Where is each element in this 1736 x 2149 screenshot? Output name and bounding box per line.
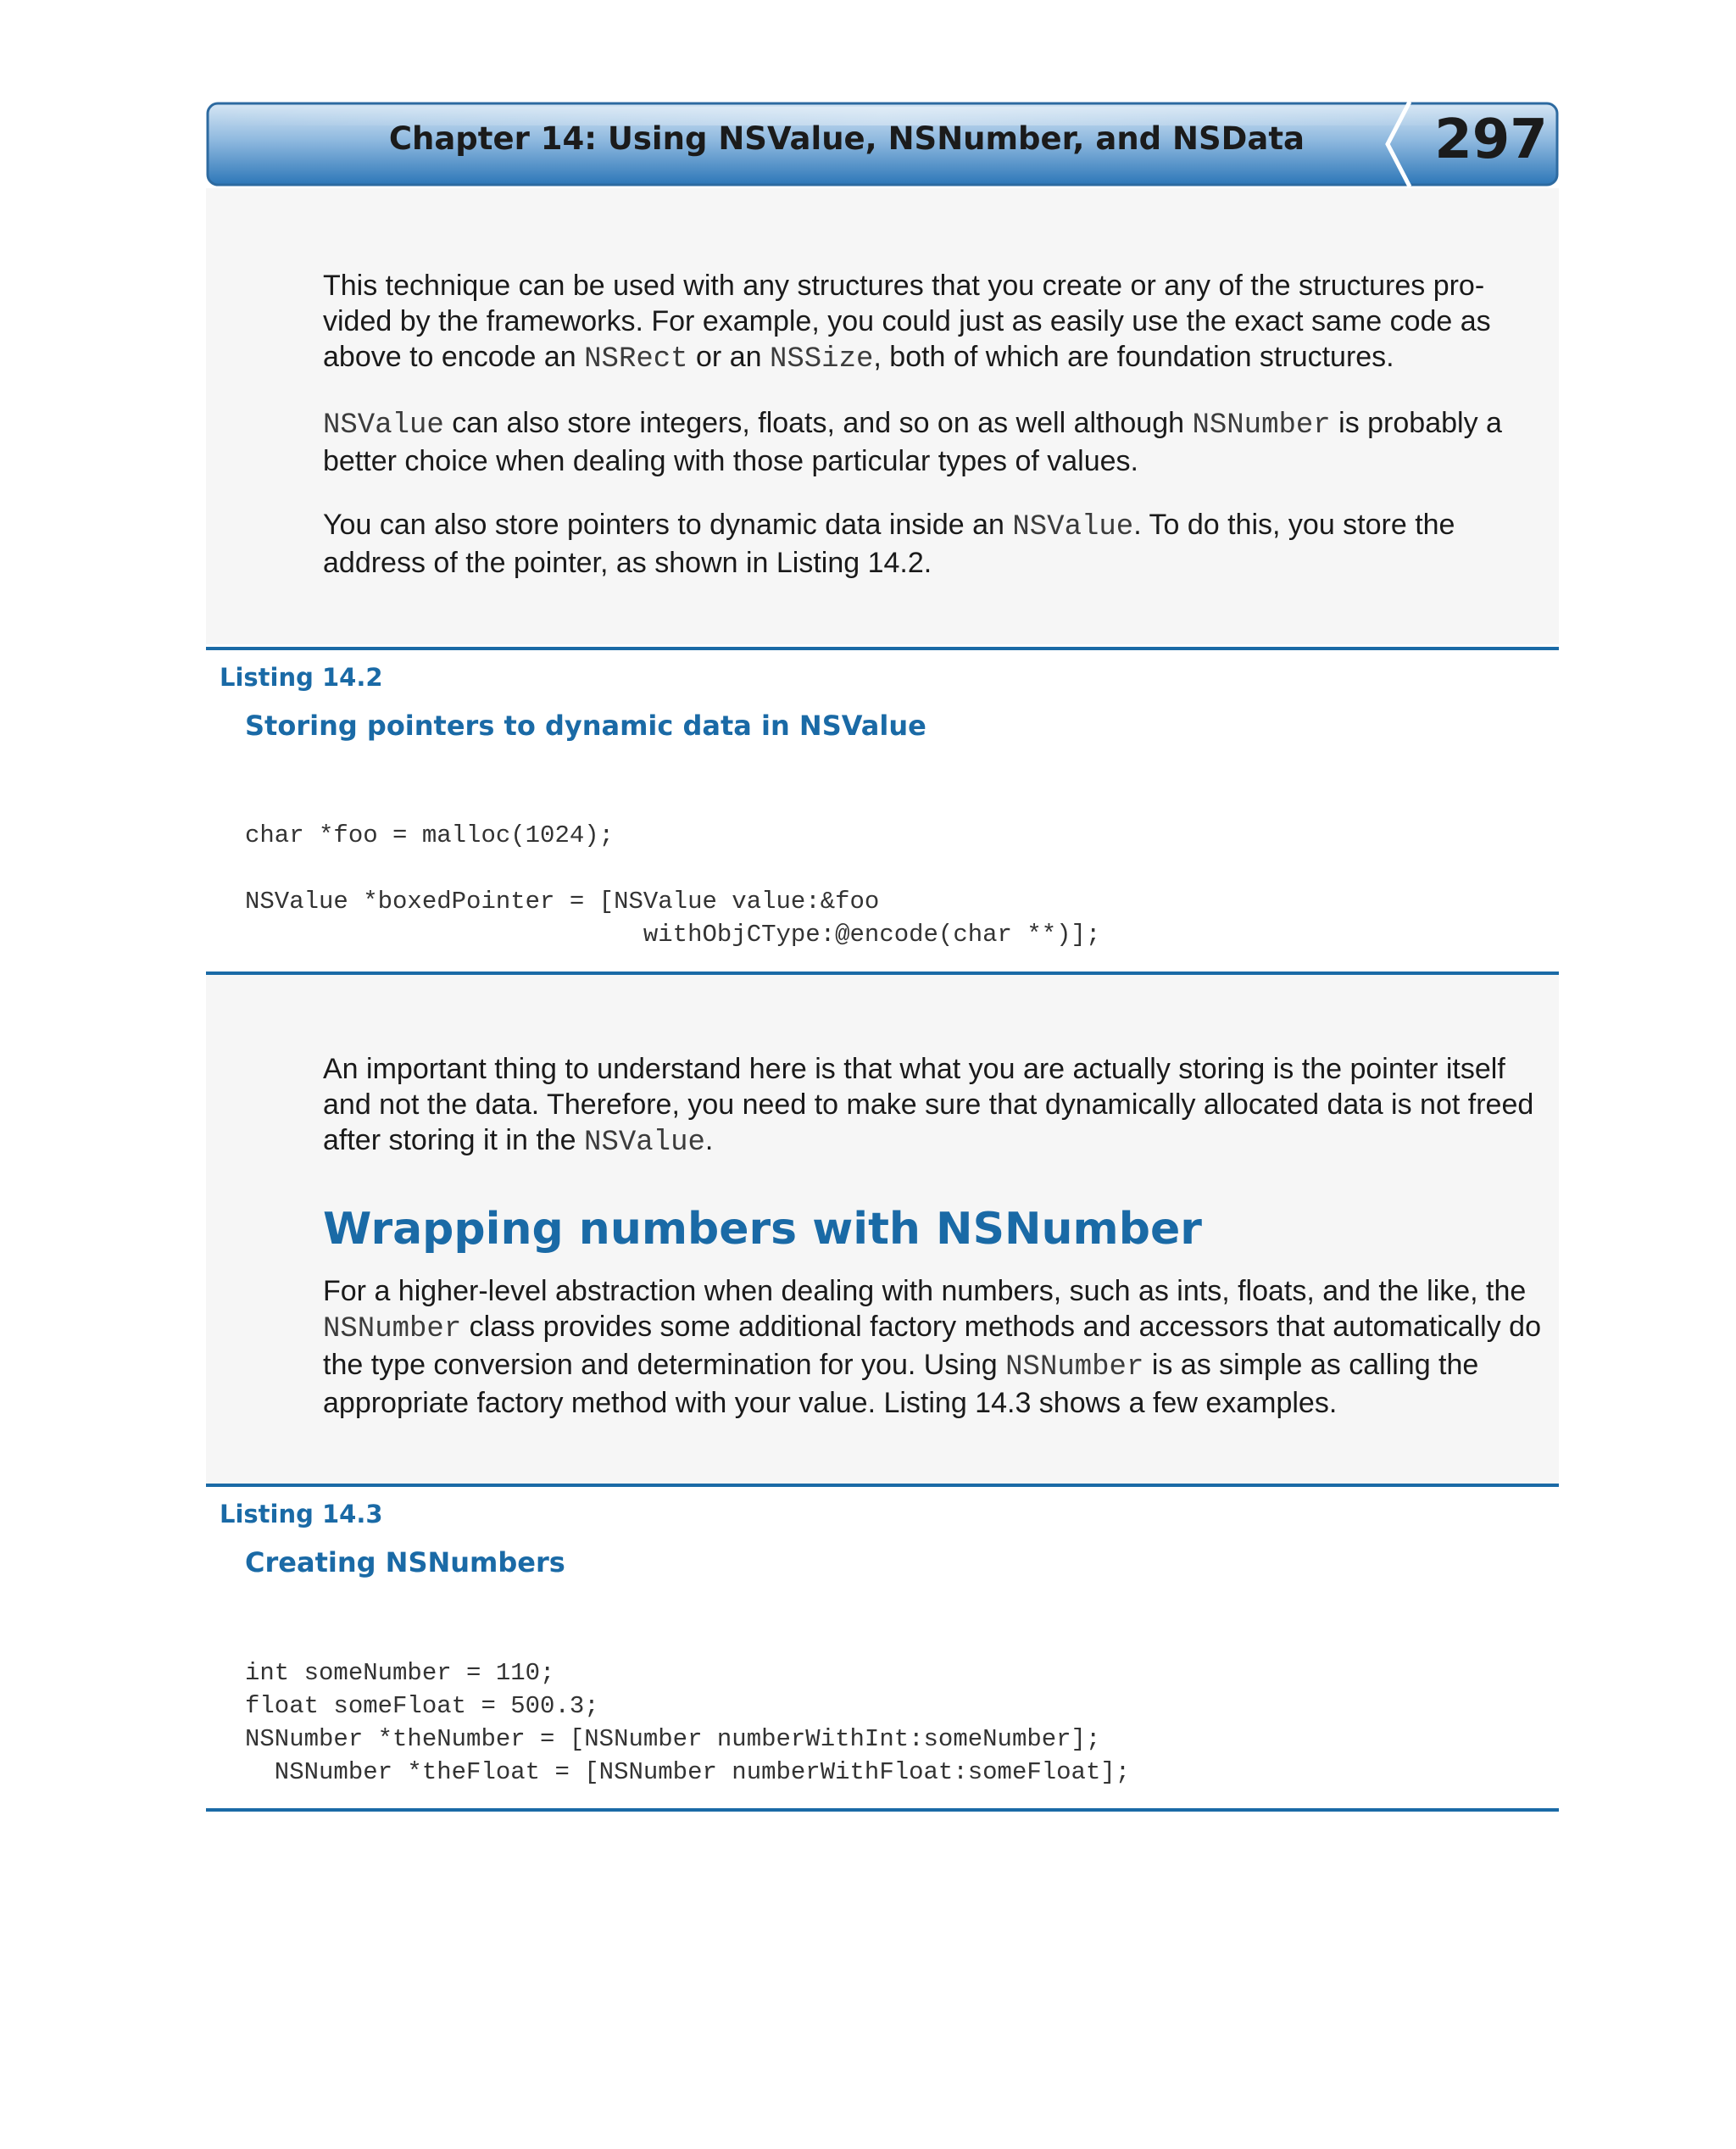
listing-label: Listing 14.3 — [220, 1500, 383, 1528]
section-paragraph — [323, 1273, 1552, 1421]
text-run: can also store integers, floats, and so on as well although — [443, 407, 1193, 439]
listing-top-rule — [206, 647, 1559, 650]
listing-label: Listing 14.2 — [220, 663, 383, 692]
chapter-header-banner — [206, 102, 1559, 187]
listing-title: Storing pointers to dynamic data in NSValue — [245, 710, 926, 742]
text-run: . To do this, you store the address of the pointer, as shown in Listing 14.2. — [323, 509, 1455, 579]
inline-code-nsvalue: NSValue — [323, 409, 444, 442]
inline-code-nsrect: NSRect — [584, 343, 688, 376]
listing-title: Creating NSNumbers — [245, 1546, 565, 1578]
page-number: 297 — [1434, 109, 1548, 171]
text-run: This technique can be used with any structures that you create or any of the structures pro-vided by the frameworks. For example, you could just as easily use the exact same code as above to encode an — [323, 270, 1491, 373]
section-heading: Wrapping numbers with NSNumber — [323, 1204, 1202, 1255]
code-block: char *foo = malloc(1024); NSValue *boxedPointer = [NSValue value:&foo withObjCType:@encode(char **)]; — [245, 821, 1101, 949]
inline-code-nsvalue: NSValue — [1012, 511, 1134, 543]
text-run: For a higher-level abstraction when dealing with numbers, such as ints, floats, and the like, the — [323, 1275, 1527, 1307]
listing-bottom-rule — [206, 972, 1559, 975]
intro-paragraph-1 — [323, 268, 1552, 377]
inline-code-nsnumber: NSNumber — [1005, 1351, 1144, 1383]
body-paragraph — [323, 1051, 1552, 1161]
inline-code-nsnumber: NSNumber — [323, 1313, 462, 1345]
text-run: or an — [687, 341, 770, 373]
inline-code-nssize: NSSize — [769, 343, 874, 376]
inline-code-nsvalue: NSValue — [584, 1127, 705, 1159]
text-run: class provides some additional factory methods and accessors that automatically do the type conversion and determination for you. Using — [323, 1311, 1541, 1381]
intro-paragraph-3 — [323, 507, 1552, 581]
text-run: You can also store pointers to dynamic data inside an — [323, 509, 1013, 541]
chapter-title: Chapter 14: Using NSValue, NSNumber, and NSData — [388, 120, 1305, 157]
inline-code-nsnumber: NSNumber — [1192, 409, 1331, 442]
code-block: int someNumber = 110; float someFloat = 500.3; NSNumber *theNumber = [NSNumber numberWithInt:someNumber]; NSNumber *theFloat = [NSNumber numberWithFloat:someFloat]; — [245, 1659, 1131, 1786]
listing-bottom-rule — [206, 1808, 1559, 1812]
text-run: , both of which are foundation structures. — [873, 341, 1394, 373]
listing-top-rule — [206, 1484, 1559, 1487]
text-run: An important thing to understand here is that what you are actually storing is the pointer itself and not the data. Therefore, you need to make sure that dynamically allocated data is not freed after storing it in the — [323, 1053, 1534, 1156]
text-run: is probably a better choice when dealing with those particular types of values. — [323, 407, 1502, 477]
text-run: is as simple as calling the appropriate factory method with your value. Listing 14.3 shows a few examples. — [323, 1349, 1479, 1419]
text-run: . — [704, 1124, 714, 1156]
intro-paragraph-2 — [323, 405, 1552, 479]
